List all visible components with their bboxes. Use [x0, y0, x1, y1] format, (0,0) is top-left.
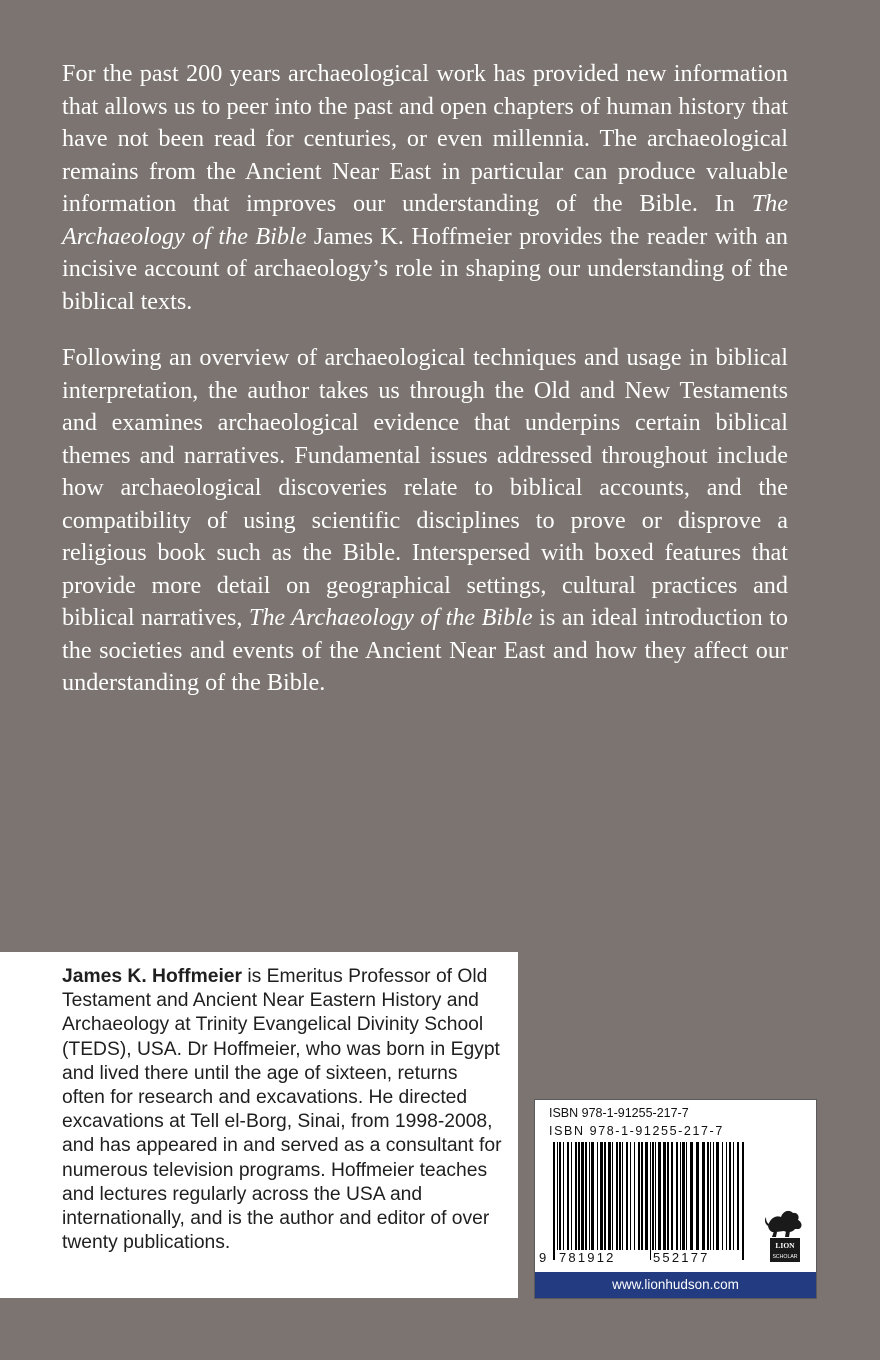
barcode-bar	[571, 1142, 572, 1250]
barcode-bar	[638, 1142, 640, 1250]
blurb-paragraph-1: For the past 200 years archaeological work has provided new information that allows us to peer into the past and open chapters of human history that have not been read for centuries, or even millennia. The archaeological remains from the Ancient Near East in particular can produce valuable information that improves our understanding of the Bible. In The Archaeology of the Bible James K. Hoffmeier provides the reader with an incisive account of archaeology’s role in shaping our understanding of the biblical texts.	[62, 60, 788, 315]
barcode-bar	[591, 1142, 594, 1250]
isbn-barcode	[549, 1142, 749, 1260]
barcode-bar	[667, 1142, 669, 1250]
barcode-bar	[655, 1142, 656, 1250]
logo-text-top: LION	[775, 1241, 795, 1250]
barcode-bar	[663, 1142, 666, 1250]
barcode-bar	[671, 1142, 673, 1250]
barcode-bar	[630, 1142, 631, 1250]
barcode-bar	[729, 1142, 731, 1250]
barcode-bar	[600, 1142, 603, 1250]
barcode-bar	[713, 1142, 714, 1250]
barcode-bar	[612, 1142, 613, 1250]
blurb-paragraph-2: Following an overview of archaeological techniques and usage in biblical interpretation, the author takes us through the Old and New Testaments and examines archaeological evidence that underpins certain biblical themes and narratives. Fundamental issues addressed throughout include how archaeological discoveries relate to biblical accounts, and the compatibility of using scientific disciplines to prove or disprove a religious book such as the Bible. Interspersed with boxed features that provide more detail on geographical settings, cultural practices and biblical narratives, The Archaeology of the Bible is an ideal introduction to the societies and events of the Ancient Near East and how they affect our understanding of the Bible.	[62, 344, 789, 696]
barcode-bar	[680, 1142, 681, 1250]
barcode-bar	[563, 1142, 564, 1250]
barcode-bar	[726, 1142, 727, 1250]
barcode-bar	[722, 1142, 723, 1250]
back-cover-blurb	[62, 58, 788, 700]
barcode-bar	[626, 1142, 628, 1250]
barcode-bar	[622, 1142, 623, 1250]
barcode-bar	[608, 1142, 611, 1250]
barcode-bar	[696, 1142, 699, 1250]
publisher-url[interactable]: www.lionhudson.com	[535, 1272, 816, 1298]
barcode-bar	[737, 1142, 739, 1250]
barcode-bar	[578, 1142, 580, 1250]
author-bio-box	[0, 952, 518, 1298]
barcode-bar	[559, 1142, 561, 1250]
author-name: James K. Hoffmeier	[62, 966, 243, 987]
barcode-bar	[702, 1142, 705, 1250]
barcode-bar	[604, 1142, 606, 1250]
barcode-bar	[557, 1142, 558, 1250]
barcode-bar	[581, 1142, 584, 1250]
barcode-panel: ISBN 978-1-91255-217-7 ISBN 978-1-91255-217-7 9 781912 552177 LION SCHOLAR www.lionhudson.com	[535, 1100, 816, 1298]
barcode-bar	[742, 1142, 744, 1260]
barcode-bar	[682, 1142, 685, 1250]
barcode-bar	[676, 1142, 678, 1250]
barcode-bar	[658, 1142, 661, 1250]
book-title-italic: The Archaeology of the Bible	[248, 604, 533, 631]
barcode-bar	[710, 1142, 711, 1250]
barcode-bar	[733, 1142, 734, 1250]
barcode-bar	[716, 1142, 719, 1250]
isbn-barcode-label: ISBN 978-1-91255-217-7	[549, 1124, 724, 1138]
isbn-label: ISBN 978-1-91255-217-7	[549, 1106, 689, 1120]
barcode-bar	[634, 1142, 635, 1250]
barcode-bar	[690, 1142, 693, 1250]
barcode-bar	[616, 1142, 618, 1250]
author-bio: James K. Hoffmeier is Emeritus Professor of Old Testament and Ancient Near Eastern History and Archaeology at Trinity Evangelical Divinity School (TEDS), USA. Dr Hoffmeier, who was born in Egypt and lived there until the age of sixteen, returns often for research and excavations. He directed excavations at Tell el-Borg, Sinai, from 1998-2008, and has appeared in and served as a consultant for numerous television programs. Hoffmeier teaches and lectures regularly across the USA and internationally, and is the author and editor of over twenty publications.	[62, 966, 502, 1254]
barcode-bar	[585, 1142, 587, 1250]
book-title-italic: The Archaeology of the Bible	[62, 190, 788, 250]
barcode-bar	[575, 1142, 577, 1250]
barcode-bar	[619, 1142, 621, 1250]
barcode-bar	[645, 1142, 648, 1250]
barcode-bar	[553, 1142, 555, 1260]
lion-scholar-logo	[762, 1202, 808, 1264]
barcode-bar	[641, 1142, 643, 1250]
barcode-bar	[707, 1142, 709, 1250]
barcode-bar	[650, 1142, 651, 1260]
barcode-bar	[652, 1142, 654, 1250]
barcode-bar	[686, 1142, 687, 1250]
logo-text-bottom: SCHOLAR	[772, 1254, 798, 1260]
barcode-bar	[589, 1142, 590, 1250]
barcode-bar	[597, 1142, 598, 1250]
barcode-bar	[567, 1142, 569, 1250]
